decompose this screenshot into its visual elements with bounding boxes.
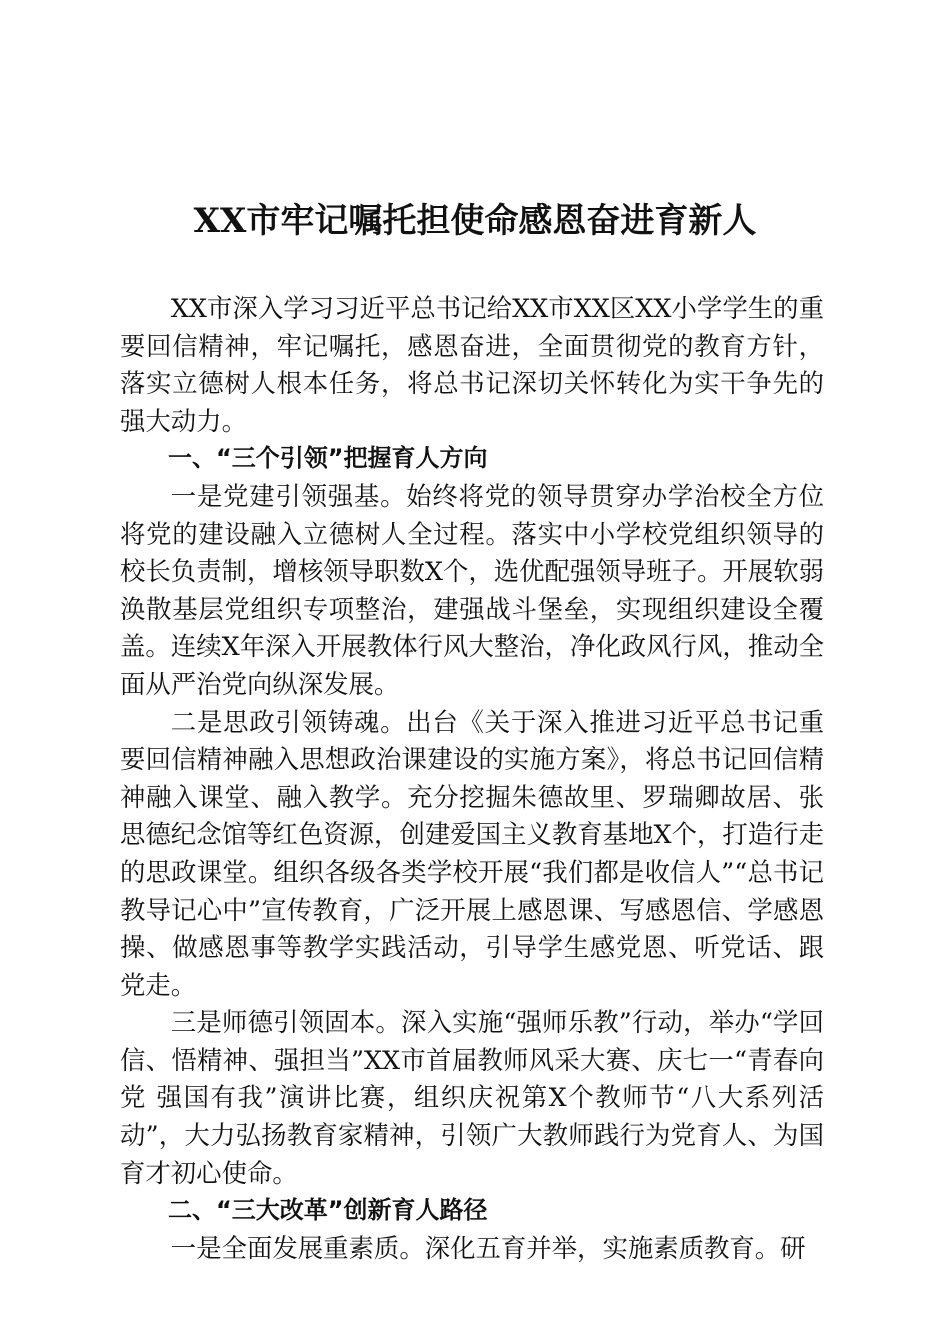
paragraph-teacher-ethics: 三是师德引领固本。深入实施“强师乐教”行动，举办“学回信、悟精神、强担当”XX市首届教师风采大赛、庆七一“青春向党 强国有我”演讲比赛，组织庆祝第X个教师节“八大系列活动”，大力弘扬教育家精神，引领广大教师践行为党育人、为国育才初心使命。 <box>120 1007 824 1188</box>
document-title: XX市牢记嘱托担使命感恩奋进育新人 <box>193 201 757 241</box>
document-body <box>120 290 824 1267</box>
section-heading-2: 二、“三大改革”创新育人路径 <box>168 1196 488 1225</box>
paragraph-ideological: 二是思政引领铸魂。出台《关于深入推进习近平总书记重要回信精神融入思想政治课建设的实施方案》，将总书记回信精神融入课堂、融入教学。充分挖掘朱德故里、罗瑞卿故居、张思德纪念馆等红色资源，创建爱国主义教育基地X个，打造行走的思政课堂。组织各级各类学校开展“我们都是收信人”“总书记教导记心中”宣传教育，广泛开展上感恩课、写感恩信、学感恩操、做感恩事等教学实践活动，引导学生感党恩、听党话、跟党走。 <box>120 706 824 1000</box>
paragraph-party-building: 一是党建引领强基。始终将党的领导贯穿办学治校全方位将党的建设融入立德树人全过程。落实中小学校党组织领导的校长负责制，增核领导职数X个，选优配强领导班子。开展软弱涣散基层党组织专项整治，建强战斗堡垒，实现组织建设全覆盖。连续X年深入开展教体行风大整治，净化政风行风，推动全面从严治党向纵深发展。 <box>120 480 824 699</box>
intro-paragraph: XX市深入学习习近平总书记给XX市XX区XX小学学生的重要回信精神，牢记嘱托，感恩奋进，全面贯彻党的教育方针，落实立德树人根本任务，将总书记深切关怀转化为实干争先的强大动力。 <box>120 293 824 436</box>
section-heading-1: 一、“三个引领”把握育人方向 <box>168 444 488 473</box>
paragraph-quality-education: 一是全面发展重素质。深化五育并举，实施素质教育。研 <box>170 1232 806 1263</box>
